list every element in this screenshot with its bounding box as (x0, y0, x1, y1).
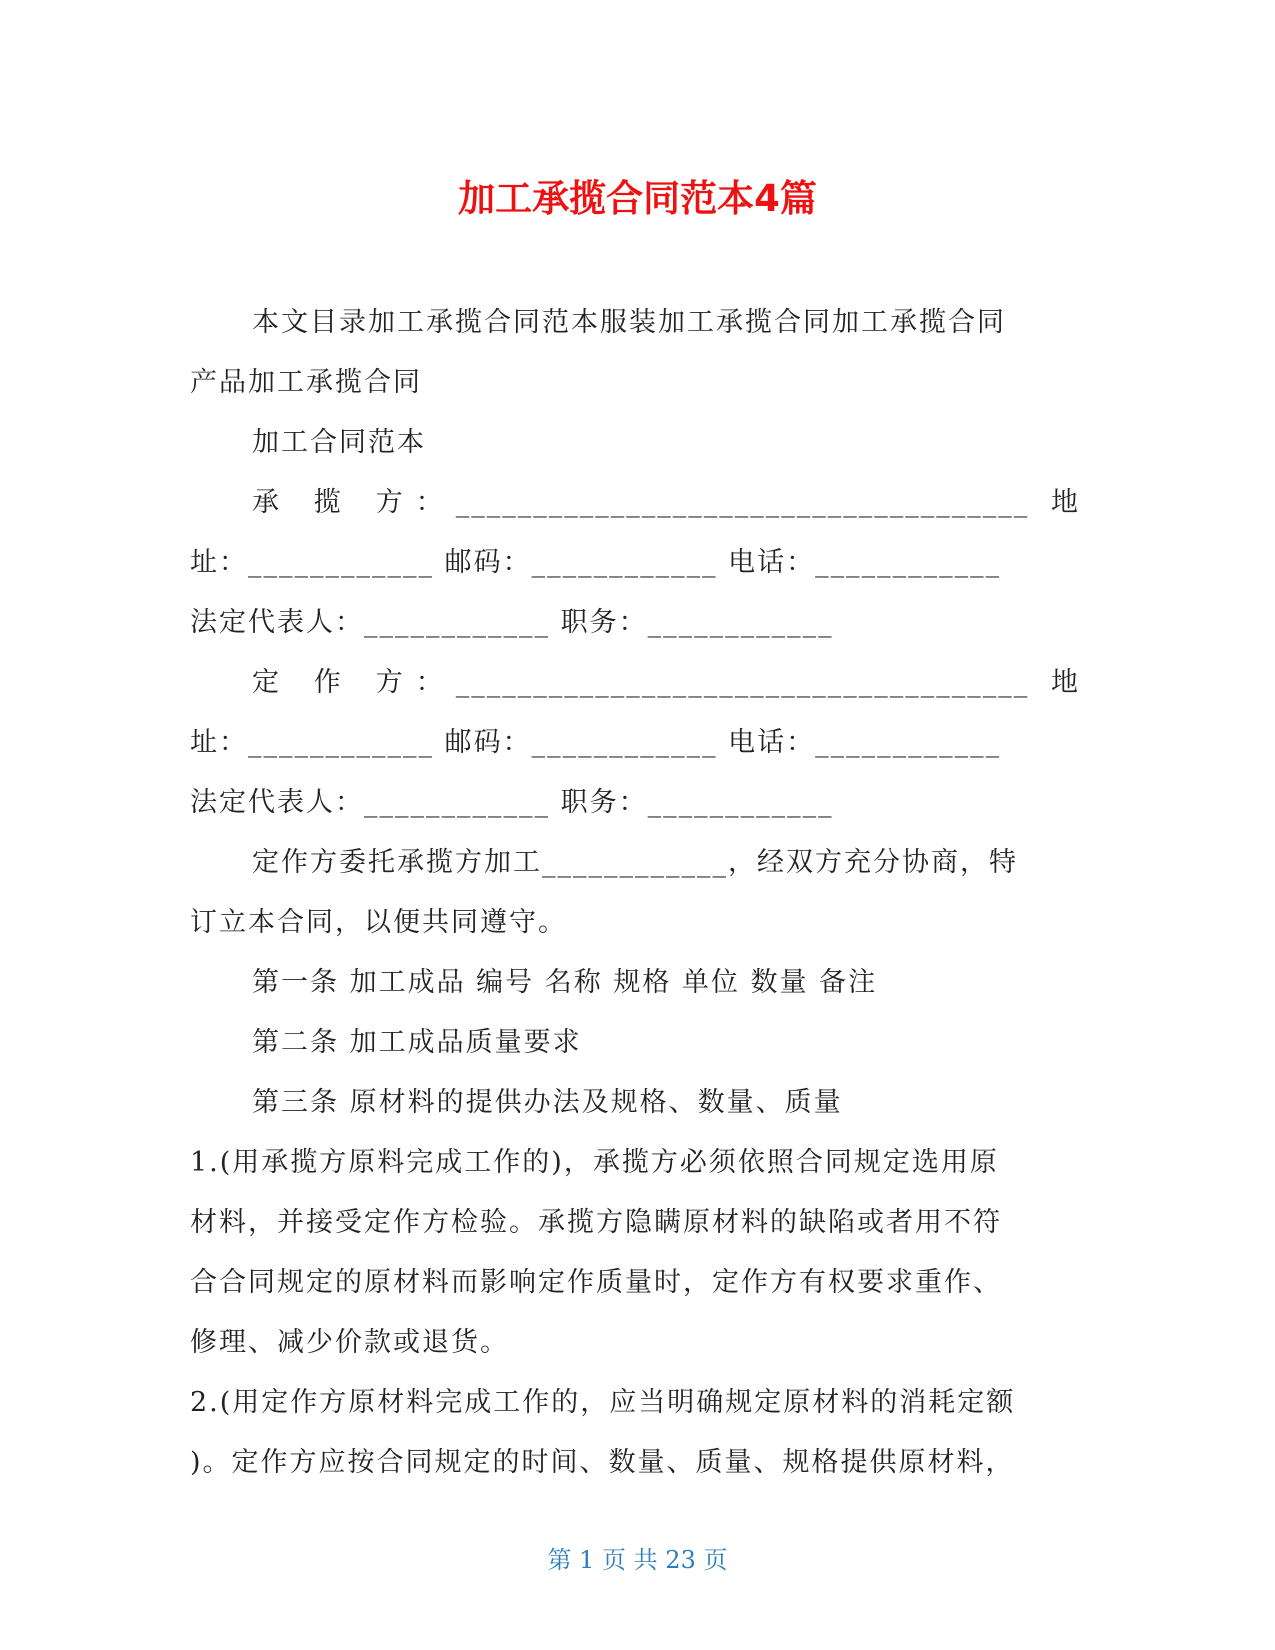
client-representative-line: 法定代表人：____________ 职务：____________ (190, 787, 834, 818)
clause-2-line-1: 2.(用定作方原材料完成工作的，应当明确规定原材料的消耗定额 (190, 1387, 1016, 1418)
article-3: 第三条 原材料的提供办法及规格、数量、质量 (252, 1087, 843, 1118)
article-2: 第二条 加工成品质量要求 (252, 1027, 582, 1058)
toc-line-2: 产品加工承揽合同 (190, 367, 422, 398)
contractor-address-line: 址：____________ 邮码：____________ 电话：____________ (190, 547, 1002, 578)
client-address-line: 址：____________ 邮码：____________ 电话：____________ (190, 727, 1002, 758)
client-name-line: 定 作 方：_____________________________________ 地 (252, 667, 1080, 698)
contractor-representative-line: 法定代表人：____________ 职务：____________ (190, 607, 834, 638)
clause-2-line-2: )。定作方应按合同规定的时间、数量、质量、规格提供原材料， (190, 1447, 1015, 1478)
clause-1-line-2: 材料，并接受定作方检验。承揽方隐瞒原材料的缺陷或者用不符 (190, 1207, 1002, 1238)
intro-line-2: 订立本合同，以便共同遵守。 (190, 907, 567, 938)
clause-1-line-3: 合合同规定的原材料而影响定作质量时，定作方有权要求重作、 (190, 1267, 1002, 1298)
page-footer: 第 1 页 共 23 页 (547, 1546, 728, 1574)
toc-line-1: 本文目录加工承揽合同范本服装加工承揽合同加工承揽合同 (252, 307, 1006, 338)
article-1: 第一条 加工成品 编号 名称 规格 单位 数量 备注 (252, 967, 878, 998)
document-title: 加工承揽合同范本4篇 (458, 177, 817, 220)
contractor-name-line: 承 揽 方：_____________________________________ 地 (252, 487, 1080, 518)
section-heading: 加工合同范本 (252, 427, 426, 458)
clause-1-line-1: 1.(用承揽方原料完成工作的)，承揽方必须依照合同规定选用原 (190, 1147, 999, 1178)
intro-line-1: 定作方委托承揽方加工____________，经双方充分协商，特 (252, 847, 1018, 878)
document-body (190, 293, 1080, 1493)
clause-1-line-4: 修理、减少价款或退货。 (190, 1327, 509, 1358)
